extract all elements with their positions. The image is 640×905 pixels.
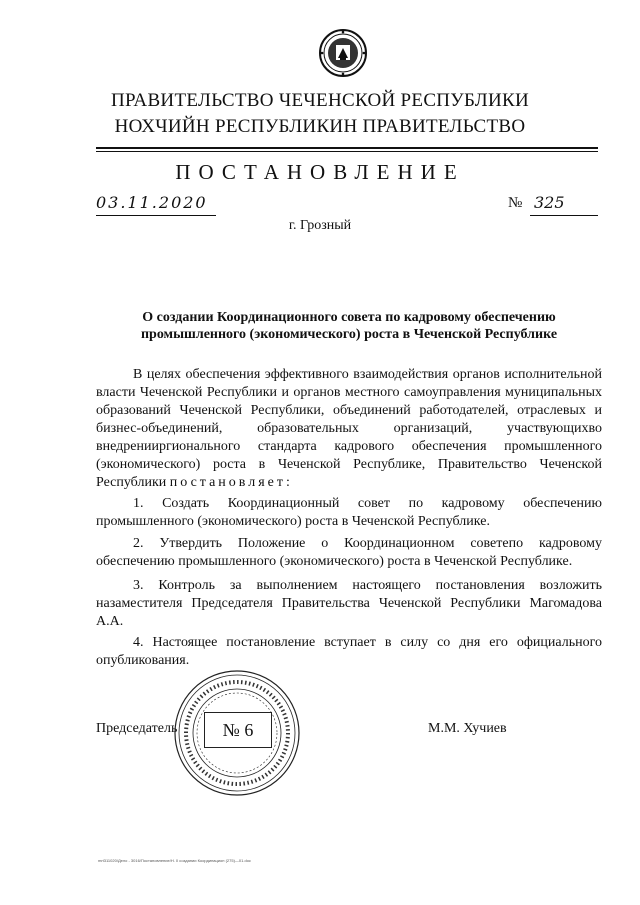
- seal-number: № 6: [204, 712, 272, 748]
- document-type: ПОСТАНОВЛЕНИЕ: [175, 160, 465, 184]
- header-rule-thin: [96, 151, 598, 152]
- intro-paragraph: [96, 366, 602, 492]
- signer-position: Председатель: [96, 721, 178, 736]
- document-title-line-2: промышленного (экономического) роста в Чеченской Республике: [140, 327, 558, 342]
- document-title-line-1: О создании Координационного совета по кадровому обеспечению: [142, 310, 556, 325]
- decree-item-1: 1. Создать Координационный совет по кадровому обеспечению промышленного (экономического) роста в Чеченской Республике.: [96, 496, 602, 529]
- decree-item-3: 3. Контроль за выполнением настоящего постановления возложить назаместителя Председателя Правительства Чеченской Республики Магомадова А.А.: [96, 578, 602, 629]
- document-date: 03.11.2020: [96, 193, 208, 212]
- document-city: г. Грозный: [288, 218, 352, 233]
- government-name-ce: НОХЧИЙН РЕСПУБЛИКИН ПРАВИТЕЛЬСТВО: [114, 116, 526, 137]
- document-title: [96, 309, 602, 343]
- intro-text: В целях обеспечения эффективного взаимодействия органов исполнительной власти Чеченской Республики и органов местного самоуправления муниципальных образований Чеченской Республики, объединений работодателей, отраслевых и бизнес-объединений, образовательных организаций, участвующихво внедренииргионального стандарта кадрового обеспечения промышленного (экономического) роста в Чеченской Республике, Правительство Чеченской Республики: [96, 367, 602, 490]
- number-field: [530, 193, 598, 216]
- decree-item-2: 2. Утвердить Положение о Координационном советепо кадровому обеспечению промышленного (экономического) роста в Чеченской Республике.: [96, 536, 602, 569]
- number-label: №: [508, 195, 523, 211]
- footer-file-note: mrt311020/Дело - 3016/Постановление/Н. 0 создании Координацион (275)—01.doc: [98, 858, 251, 863]
- decree-word: постановляет:: [169, 475, 293, 490]
- emblem-icon: [318, 28, 368, 78]
- government-name-ru: ПРАВИТЕЛЬСТВО ЧЕЧЕНСКОЙ РЕСПУБЛИКИ: [110, 90, 530, 111]
- document-number: 325: [534, 193, 565, 212]
- date-field: [96, 193, 216, 216]
- signer-name: М.М. Хучиев: [428, 721, 507, 736]
- header-rule: [96, 147, 598, 149]
- decree-item-4: 4. Настоящее постановление вступает в силу со дня его официального опубликования.: [96, 635, 602, 668]
